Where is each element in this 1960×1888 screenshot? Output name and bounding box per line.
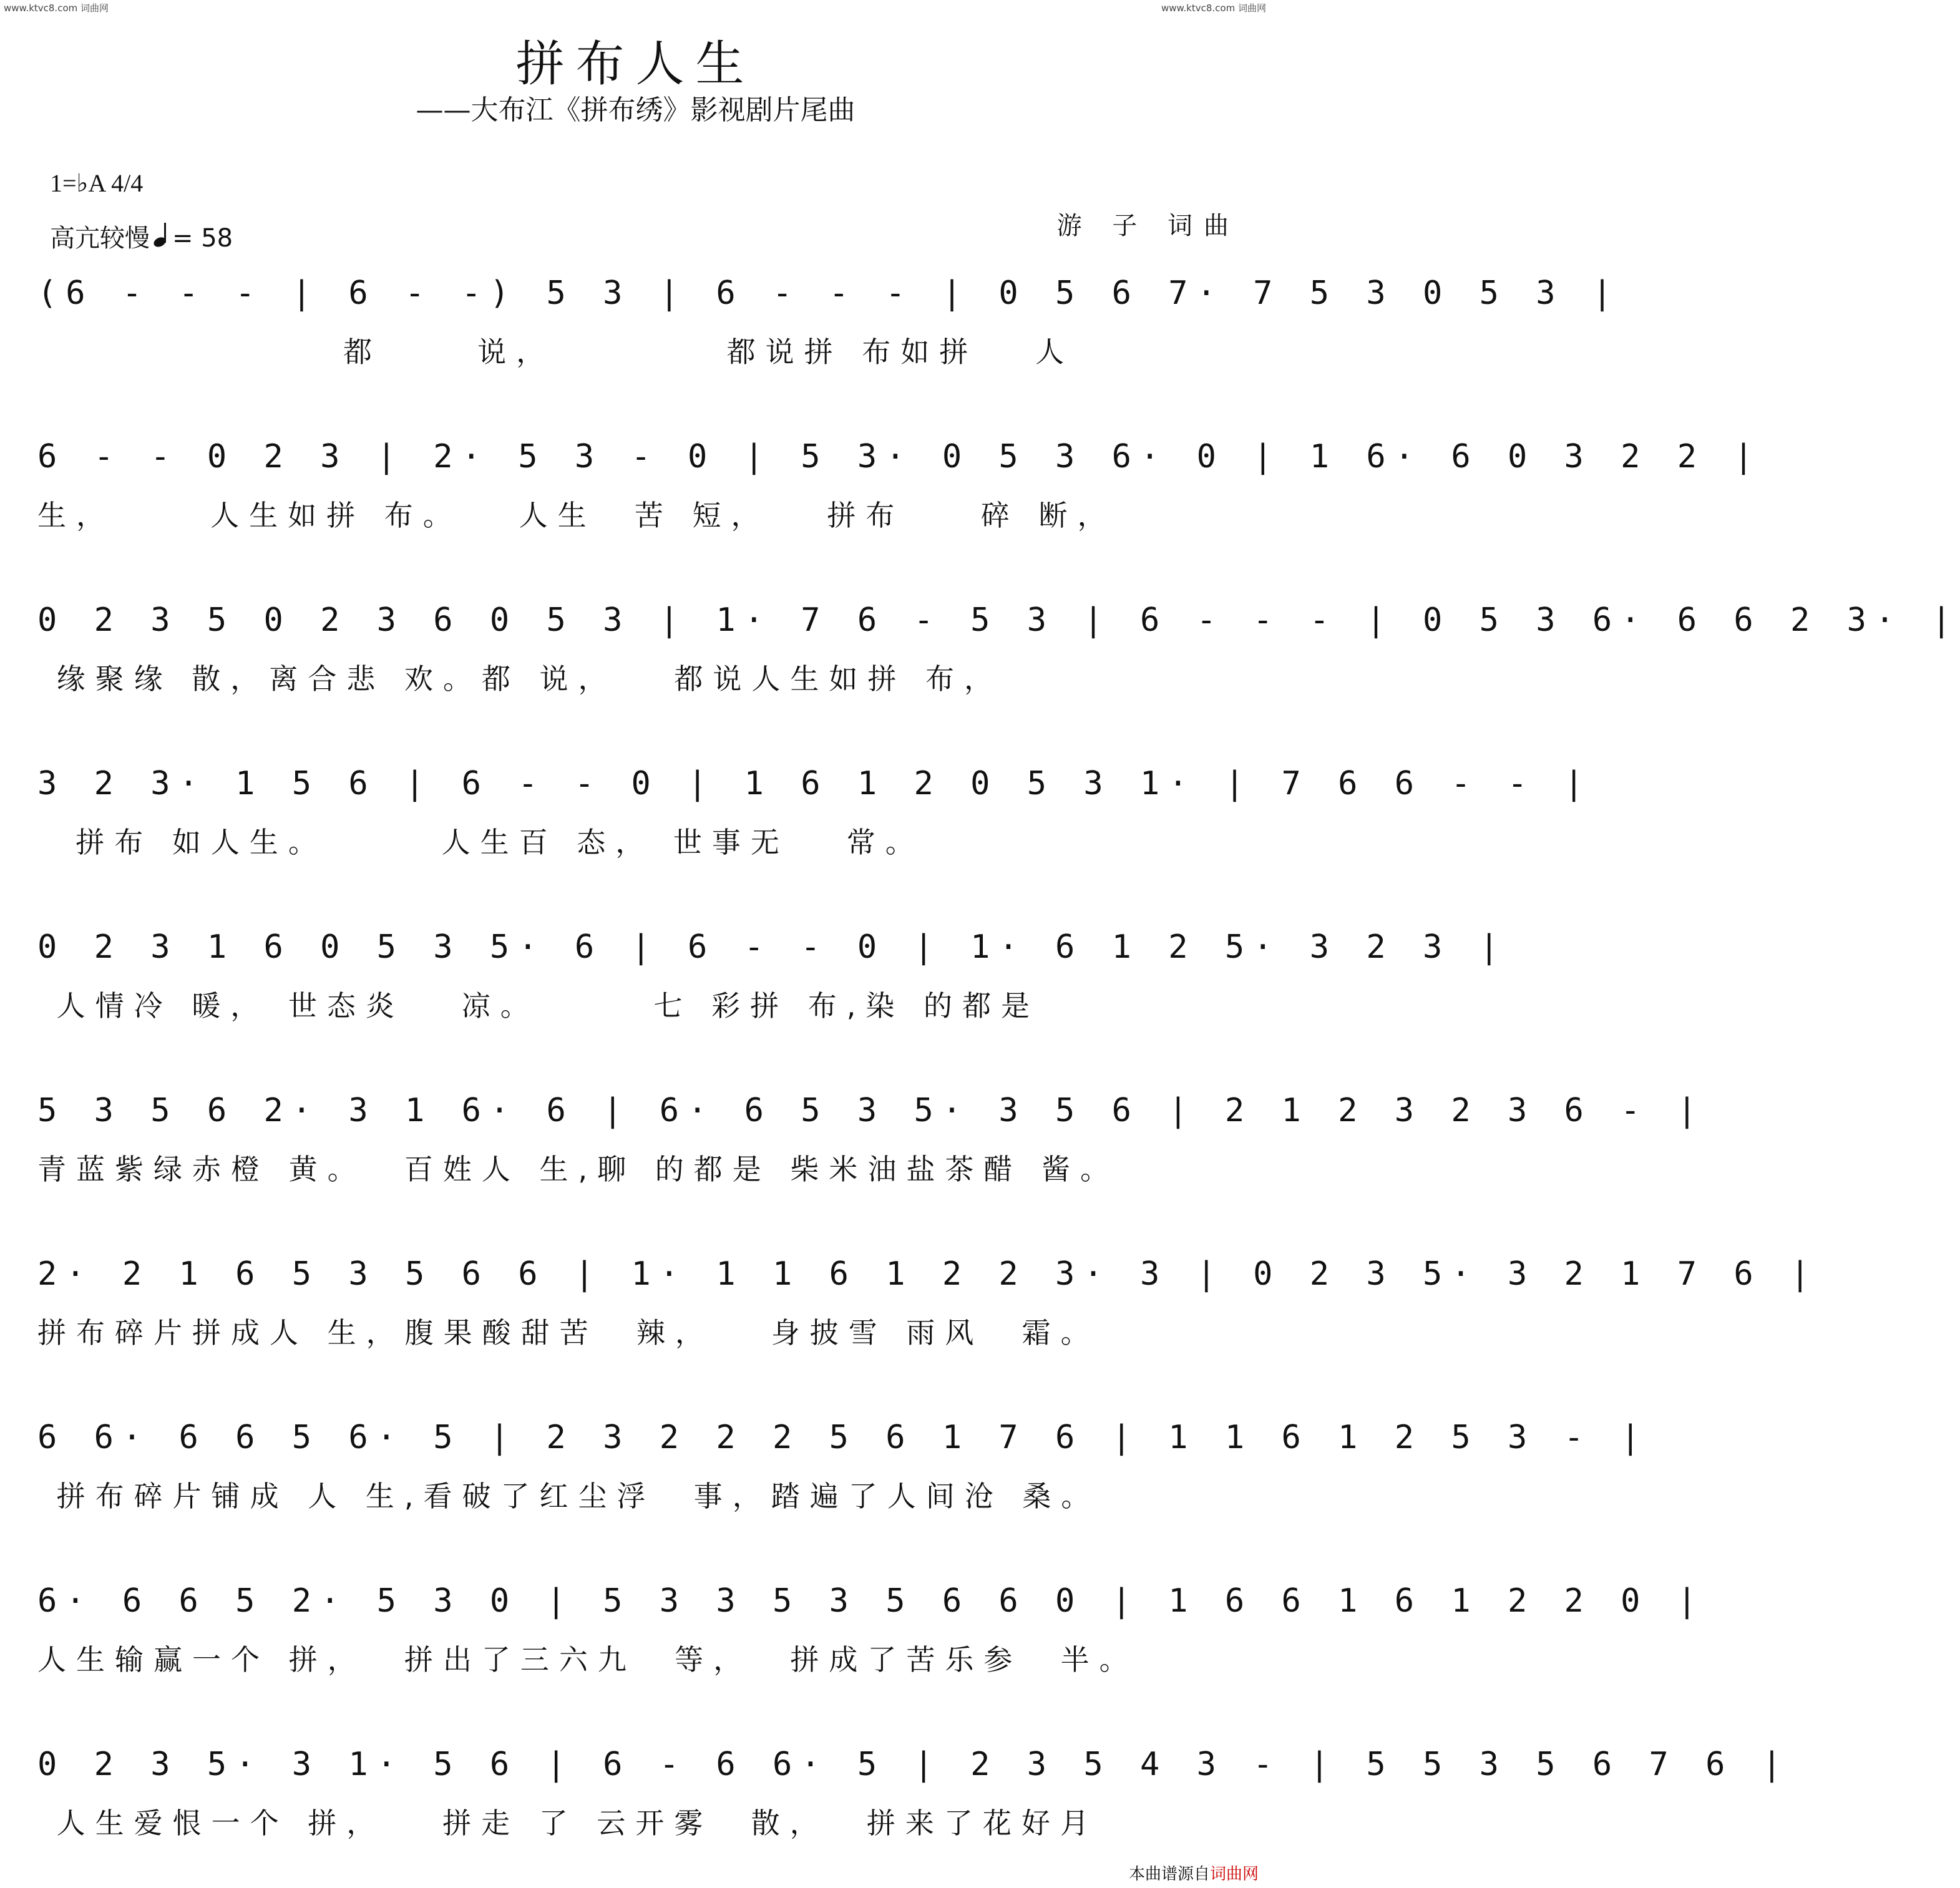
jianpu-notes: 3 2 3· 1 5 6 | 6 - - 0 | 1 6 1 2 0 5 3 1· | 7 6 6 - - | (37, 765, 1592, 802)
lyrics-line: 拼布碎片铺成 人 生,看破了红尘浮 事，踏遍了人间沧 桑。 (37, 1479, 1100, 1513)
jianpu-notes: 0 2 3 1 6 0 5 3 5· 6 | 6 - - 0 | 1· 6 1 2 5· 3 2 3 | (37, 928, 1508, 966)
jianpu-notes: 0 2 3 5· 3 1· 5 6 | 6 - 6 6· 5 | 2 3 5 4 3 - | 5 5 3 5 6 7 6 | (37, 1746, 1791, 1783)
author-credit: 游 子 词曲 (1056, 212, 1240, 240)
key-signature: 1=♭A 4/4 (50, 169, 144, 197)
site-header-right: www.ktvc8.com 词曲网 (1161, 2, 1266, 14)
site-footer (1129, 1861, 1259, 1884)
lyrics-line: 人情冷 暖， 世态炎 凉。 七 彩拼 布,染 的都是 (37, 989, 1040, 1023)
lyrics-line: 拼布 如人生。 人生百 态， 世事无 常。 (37, 825, 924, 859)
lyrics-line: 都 说， 都说拼 布如拼 人 (37, 335, 1075, 369)
song-subtitle: ——大布江《拼布绣》影视剧片尾曲 (416, 94, 856, 126)
jianpu-notes: 5 3 5 6 2· 3 1 6· 6 | 6· 6 5 3 5· 3 5 6 | 2 1 2 3 2 3 6 - | (37, 1092, 1706, 1129)
jianpu-notes: 6 6· 6 6 5 6· 5 | 2 3 2 2 2 5 6 1 7 6 | 1 1 6 1 2 5 3 - | (37, 1419, 1649, 1456)
tempo-bpm: = 58 (172, 224, 233, 253)
jianpu-notes: 6 - - 0 2 3 | 2· 5 3 - 0 | 5 3· 0 5 3 6· 0 | 1 6· 6 0 3 2 2 | (37, 438, 1762, 475)
lyrics-line: 缘聚缘 散，离合悲 欢。都 说， 都说人生如拼 布， (37, 662, 1003, 696)
footer-prefix: 本曲谱源自 (1128, 1865, 1210, 1884)
lyrics-line: 人生输赢一个 拼， 拼出了三六九 等， 拼成了苦乐参 半。 (37, 1643, 1138, 1676)
quarter-note-icon (154, 228, 168, 246)
lyrics-line: 青蓝紫绿赤橙 黄。 百姓人 生,聊 的都是 柴米油盐茶醋 酱。 (37, 1152, 1119, 1186)
jianpu-notes: 2· 2 1 6 5 3 5 6 6 | 1· 1 1 6 1 2 2 3· 3 | 0 2 3 5· 3 2 1 7 6 | (37, 1255, 1819, 1293)
jianpu-notes: 0 2 3 5 0 2 3 6 0 5 3 | 1· 7 6 - 5 3 | 6 - - - | 0 5 3 6· 6 6 2 3· | (37, 601, 1960, 639)
song-title: 拼布人生 (515, 36, 756, 92)
jianpu-notes: (6 - - - | 6 - -) 5 3 | 6 - - - | 0 5 6 7· 7 5 3 0 5 3 | (37, 275, 1621, 312)
lyrics-line: 生， 人生如拼 布。 人生 苦 短， 拼布 碎 断， (37, 499, 1116, 532)
lyrics-line: 拼布碎片拼成人 生，腹果酸甜苦 辣， 身披雪 雨风 霜。 (37, 1316, 1099, 1350)
tempo-mark: 高亢较慢 (50, 224, 150, 253)
lyrics-line: 人生爱恨一个 拼， 拼走 了 云开雾 散， 拼来了花好月 (37, 1806, 1099, 1840)
footer-brand: 词曲网 (1209, 1865, 1259, 1884)
tempo-marking (50, 218, 233, 254)
site-header-left: www.ktvc8.com 词曲网 (4, 2, 109, 14)
jianpu-notes: 6· 6 6 5 2· 5 3 0 | 5 3 3 5 3 5 6 6 0 | 1 6 6 1 6 1 2 2 0 | (37, 1582, 1706, 1620)
